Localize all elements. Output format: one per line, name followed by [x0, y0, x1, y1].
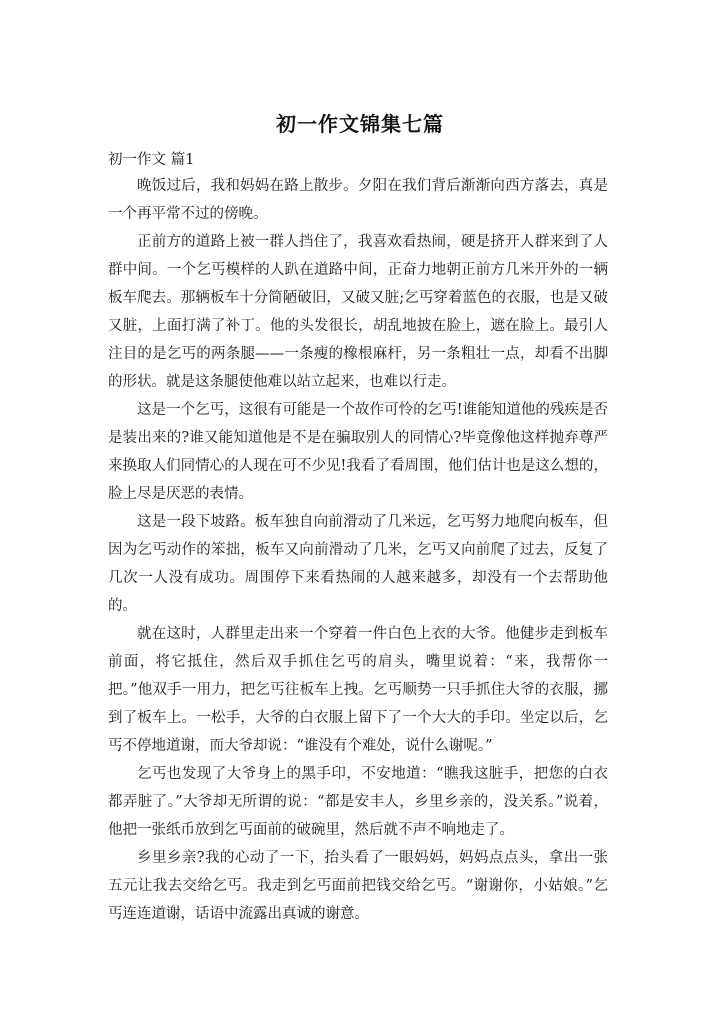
paragraph-7: 乡里乡亲?我的心动了一下，抬头看了一眼妈妈，妈妈点点头，拿出一张五元让我去交给乞丐。我走到乞丐面前把钱交给乞丐。“谢谢你，小姑娘。”乞丐连连道谢，话语中流露出真诚的谢意。 [108, 850, 608, 922]
paragraph-6: 乞丐也发现了大爷身上的黑手印，不安地道：“瞧我这脏手，把您的白衣都弄脏了。”大爷却无所谓的说：“都是安丰人，乡里乡亲的，没关系。”说着，他把一张纸币放到乞丐面前的破碗里，然后就不声不响地走了。 [108, 766, 608, 838]
paragraph-5: 就在这时，人群里走出来一个穿着一件白色上衣的大爷。他健步走到板车前面，将它抵住，然后双手抓住乞丐的肩头，嘴里说着：“来，我帮你一把。”他双手一用力，把乞丐往板车上拽。乞丐顺势一只手抓住大爷的衣服，挪到了板车上。一松手，大爷的白衣服上留下了一个大大的手印。坐定以后，乞丐不停地道谢，而大爷却说：“谁没有个难处，说什么谢呢。” [108, 626, 608, 754]
paragraph-2: 正前方的道路上被一群人挡住了，我喜欢看热闹，硬是挤开人群来到了人群中间。一个乞丐模样的人趴在道路中间，正奋力地朝正前方几米开外的一辆板车爬去。那辆板车十分简陋破旧，又破又脏;乞丐穿着蓝色的衣服，也是又破又脏，上面打满了补丁。他的头发很长，胡乱地披在脸上，遮在脸上。最引人注目的是乞丐的两条腿——一条瘦的橡根麻杆，另一条粗壮一点，却看不出脚的形状。就是这条腿使他难以站立起来，也难以行走。 [108, 234, 608, 390]
paragraph-3: 这是一个乞丐，这很有可能是一个故作可怜的乞丐!谁能知道他的残疾是否是装出来的?谁又能知道他是不是在骗取别人的同情心?毕竟像他这样抛弃尊严来换取人们同情心的人现在可不少见!我看了看周围，他们估计也是这么想的，脸上尽是厌恶的表情。 [108, 402, 608, 502]
paragraph-4: 这是一段下坡路。板车独自向前滑动了几米远，乞丐努力地爬向板车，但因为乞丐动作的笨拙，板车又向前滑动了几米，乞丐又向前爬了过去，反复了几次一人没有成功。周围停下来看热闹的人越来越多，却没有一个去帮助他的。 [108, 514, 608, 614]
section-heading: 初一作文 篇1 [108, 152, 195, 168]
paragraph-1: 晚饭过后，我和妈妈在路上散步。夕阳在我们背后渐渐向西方落去，真是一个再平常不过的傍晚。 [108, 178, 608, 222]
document-title: 初一作文锦集七篇 [276, 112, 444, 136]
essay-body [108, 172, 608, 928]
